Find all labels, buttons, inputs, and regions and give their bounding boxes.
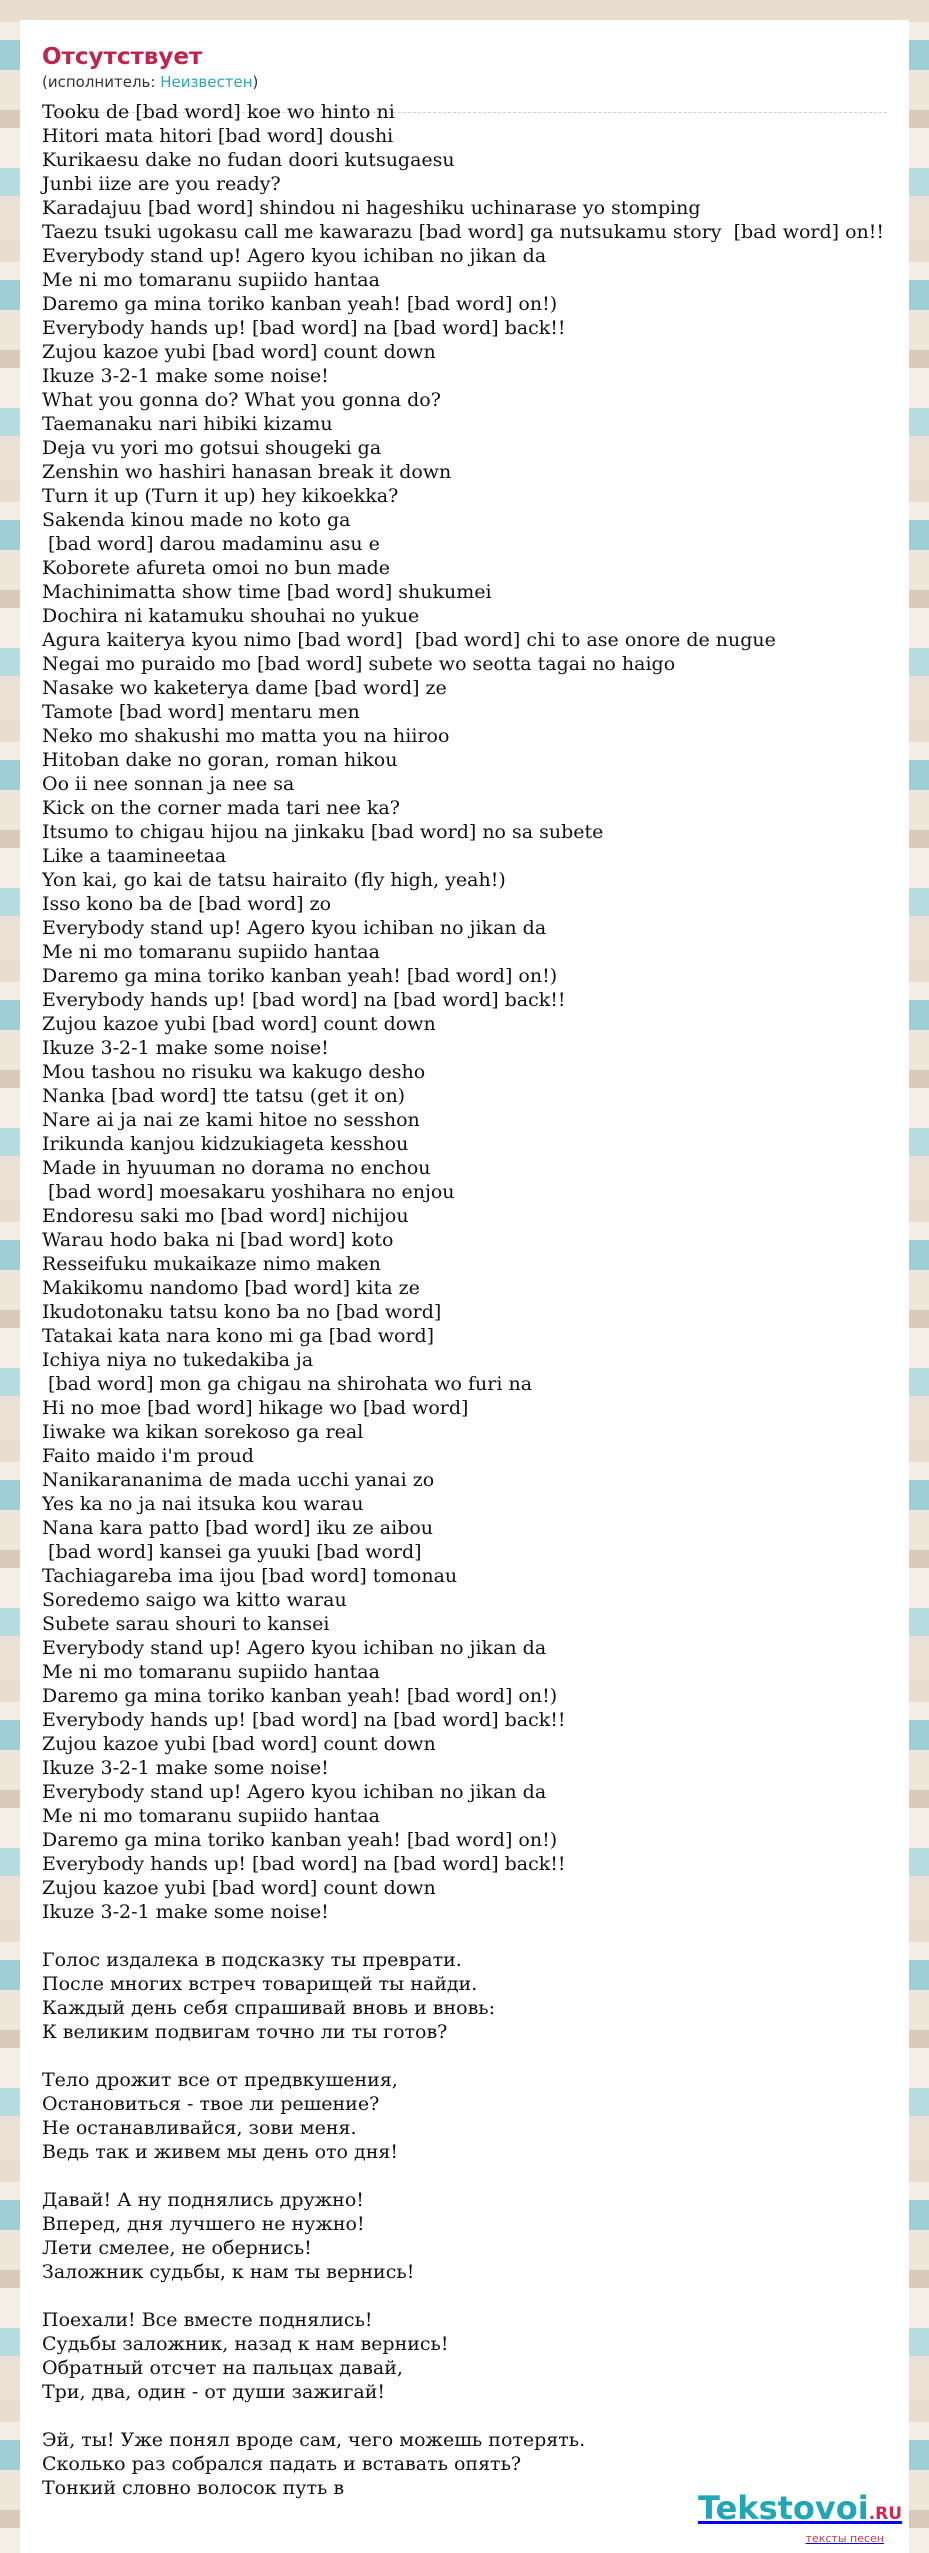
lyric-line: [bad word] kansei ga yuuki [bad word] bbox=[42, 1541, 422, 1563]
lyric-line: Zujou kazoe yubi [bad word] count down bbox=[42, 1877, 436, 1899]
lyric-line: Yes ka no ja nai itsuka kou warau bbox=[42, 1493, 364, 1515]
lyric-line: Me ni mo tomaranu supiido hantaa bbox=[42, 1805, 380, 1827]
lyric-line: [bad word] moesakaru yoshihara no enjou bbox=[42, 1181, 455, 1203]
lyric-line: Ikudotonaku tatsu kono ba no [bad word] bbox=[42, 1301, 442, 1323]
lyric-line: Tachiagareba ima ijou [bad word] tomonau bbox=[42, 1565, 458, 1587]
artist-line bbox=[42, 72, 887, 92]
lyric-line: Me ni mo tomaranu supiido hantaa bbox=[42, 1661, 380, 1683]
lyric-line: Sakenda kinou made no koto ga bbox=[42, 509, 351, 531]
lyric-line: Negai mo puraido mo [bad word] subete wo seotta tagai no haigo bbox=[42, 653, 676, 675]
lyric-line: После многих встреч товарищей ты найди. bbox=[42, 1973, 478, 1995]
lyric-line: Yon kai, go kai de tatsu hairaito (fly high, yeah!) bbox=[42, 869, 506, 891]
artist-suffix: ) bbox=[252, 73, 259, 91]
lyric-line: Kurikaesu dake no fudan doori kutsugaesu bbox=[42, 149, 455, 171]
lyric-line: Каждый день себя спрашивай вновь и вновь: bbox=[42, 1997, 496, 2019]
lyric-line: Лети смелее, не обернись! bbox=[42, 2237, 312, 2259]
lyric-line: Не останавливайся, зови меня. bbox=[42, 2117, 357, 2139]
lyric-line: Subete sarau shouri to kansei bbox=[42, 1613, 330, 1635]
lyric-line: Hi no moe [bad word] hikage wo [bad word] bbox=[42, 1397, 469, 1419]
lyric-line: Irikunda kanjou kidzukiageta kesshou bbox=[42, 1133, 409, 1155]
lyric-line: Iiwake wa kikan sorekoso ga real bbox=[42, 1421, 364, 1443]
lyric-line: Давай! А ну поднялись дружно! bbox=[42, 2189, 364, 2211]
lyric-line: Daremo ga mina toriko kanban yeah! [bad word] on!) bbox=[42, 293, 558, 315]
song-title: Отсутствует bbox=[42, 44, 203, 70]
lyric-line: Tooku de [bad word] koe wo hinto ni bbox=[42, 101, 395, 123]
lyric-line: Me ni mo tomaranu supiido hantaa bbox=[42, 269, 380, 291]
lyric-line: Zujou kazoe yubi [bad word] count down bbox=[42, 1733, 436, 1755]
lyric-line: Warau hodo baka ni [bad word] koto bbox=[42, 1229, 394, 1251]
lyrics-text bbox=[42, 100, 909, 2500]
lyric-line: Oo ii nee sonnan ja nee sa bbox=[42, 773, 295, 795]
logo-suffix: .RU bbox=[868, 2504, 903, 2524]
lyric-line: Neko mo shakushi mo matta you na hiiroo bbox=[42, 725, 450, 747]
lyric-line: Три, два, один - от души зажигай! bbox=[42, 2381, 385, 2403]
lyric-line: Made in hyuuman no dorama no enchou bbox=[42, 1157, 431, 1179]
lyric-line: Zujou kazoe yubi [bad word] count down bbox=[42, 341, 436, 363]
lyric-line: Everybody hands up! [bad word] na [bad word] back!! bbox=[42, 317, 566, 339]
lyric-line: Nasake wo kaketerya dame [bad word] ze bbox=[42, 677, 447, 699]
lyric-line: Nare ai ja nai ze kami hitoe no sesshon bbox=[42, 1109, 420, 1131]
lyric-line: Everybody stand up! Agero kyou ichiban no jikan da bbox=[42, 1637, 547, 1659]
lyric-line: Вперед, дня лучшего не нужно! bbox=[42, 2213, 365, 2235]
lyric-line: Поехали! Все вместе поднялись! bbox=[42, 2309, 373, 2331]
lyric-line: [bad word] darou madaminu asu e bbox=[42, 533, 380, 555]
lyric-line: Nanka [bad word] tte tatsu (get it on) bbox=[42, 1085, 406, 1107]
lyric-line: Itsumo to chigau hijou na jinkaku [bad word] no sa subete bbox=[42, 821, 604, 843]
lyric-line: Nanikarananima de mada ucchi yanai zo bbox=[42, 1469, 435, 1491]
lyric-line: Resseifuku mukaikaze nimo maken bbox=[42, 1253, 381, 1275]
logo-wordmark bbox=[698, 2489, 903, 2532]
lyric-line: Kick on the corner mada tari nee ka? bbox=[42, 797, 400, 819]
lyric-line: Ichiya niya no tukedakiba ja bbox=[42, 1349, 314, 1371]
lyric-line: Ikuze 3-2-1 make some noise! bbox=[42, 1757, 329, 1779]
lyric-line: Karadajuu [bad word] shindou ni hageshiku uchinarase yo stomping bbox=[42, 197, 701, 219]
lyric-line: Like a taamineetaa bbox=[42, 845, 227, 867]
lyric-line: Isso kono ba de [bad word] zo bbox=[42, 893, 332, 915]
lyric-line: Faito maido i'm proud bbox=[42, 1445, 254, 1467]
lyric-line: Taezu tsuki ugokasu call me kawarazu [bad word] ga nutsukamu story [bad word] on!! bbox=[42, 221, 885, 243]
lyric-line: Everybody stand up! Agero kyou ichiban no jikan da bbox=[42, 1781, 547, 1803]
lyric-line: Ikuze 3-2-1 make some noise! bbox=[42, 365, 329, 387]
lyric-line: Daremo ga mina toriko kanban yeah! [bad word] on!) bbox=[42, 1685, 558, 1707]
lyric-line: [bad word] mon ga chigau na shirohata wo furi na bbox=[42, 1373, 533, 1395]
lyric-line: Tamote [bad word] mentaru men bbox=[42, 701, 360, 723]
lyric-line: Ikuze 3-2-1 make some noise! bbox=[42, 1037, 329, 1059]
lyric-line: Junbi iize are you ready? bbox=[42, 173, 281, 195]
lyrics-page bbox=[20, 20, 909, 2553]
lyric-line: Koborete afureta omoi no bun made bbox=[42, 557, 391, 579]
lyric-line: Daremo ga mina toriko kanban yeah! [bad word] on!) bbox=[42, 965, 558, 987]
lyric-line: Остановиться - твое ли решение? bbox=[42, 2093, 380, 2115]
lyric-line: Обратный отсчет на пальцах давай, bbox=[42, 2357, 403, 2379]
lyric-line: Голос издалека в подсказку ты преврати. bbox=[42, 1949, 462, 1971]
lyric-line: Tatakai kata nara kono mi ga [bad word] bbox=[42, 1325, 435, 1347]
site-logo[interactable] bbox=[698, 2489, 903, 2546]
artist-link[interactable]: Неизвестен bbox=[160, 73, 253, 91]
lyric-line: Судьбы заложник, назад к нам вернись! bbox=[42, 2333, 449, 2355]
lyric-line: К великим подвигам точно ли ты готов? bbox=[42, 2021, 448, 2043]
logo-tagline: тексты песен bbox=[805, 2532, 884, 2545]
lyric-line: Deja vu yori mo gotsui shougeki ga bbox=[42, 437, 382, 459]
lyric-line: Everybody stand up! Agero kyou ichiban no jikan da bbox=[42, 917, 547, 939]
lyric-line: Эй, ты! Уже понял вроде сам, чего можешь потерять. bbox=[42, 2429, 586, 2451]
lyric-line: Тонкий словно волосок путь в bbox=[42, 2477, 345, 2499]
lyric-line: Заложник судьбы, к нам ты вернись! bbox=[42, 2261, 415, 2283]
lyric-line: Ведь так и живем мы день ото дня! bbox=[42, 2141, 398, 2163]
lyric-line: Everybody hands up! [bad word] na [bad word] back!! bbox=[42, 1853, 566, 1875]
lyric-line: Soredemo saigo wa kitto warau bbox=[42, 1589, 347, 1611]
lyric-line: What you gonna do? What you gonna do? bbox=[42, 389, 441, 411]
lyric-line: Taemanaku nari hibiki kizamu bbox=[42, 413, 333, 435]
lyric-line: Machinimatta show time [bad word] shukumei bbox=[42, 581, 492, 603]
lyric-line: Endoresu saki mo [bad word] nichijou bbox=[42, 1205, 409, 1227]
logo-name: Tekstovoi bbox=[698, 2489, 869, 2527]
lyric-line: Mou tashou no risuku wa kakugo desho bbox=[42, 1061, 426, 1083]
lyric-line: Zujou kazoe yubi [bad word] count down bbox=[42, 1013, 436, 1035]
lyric-line: Everybody hands up! [bad word] na [bad word] back!! bbox=[42, 1709, 566, 1731]
lyric-line: Agura kaiterya kyou nimo [bad word] [bad word] chi to ase onore de nugue bbox=[42, 629, 776, 651]
lyric-line: Nana kara patto [bad word] iku ze aibou bbox=[42, 1517, 433, 1539]
lyric-line: Ikuze 3-2-1 make some noise! bbox=[42, 1901, 329, 1923]
lyric-line: Turn it up (Turn it up) hey kikoekka? bbox=[42, 485, 399, 507]
lyric-line: Me ni mo tomaranu supiido hantaa bbox=[42, 941, 380, 963]
artist-prefix: (исполнитель: bbox=[42, 73, 161, 91]
lyric-line: Сколько раз собрался падать и вставать опять? bbox=[42, 2453, 522, 2475]
lyric-line: Daremo ga mina toriko kanban yeah! [bad word] on!) bbox=[42, 1829, 558, 1851]
lyric-line: Dochira ni katamuku shouhai no yukue bbox=[42, 605, 420, 627]
lyric-line: Hitori mata hitori [bad word] doushi bbox=[42, 125, 394, 147]
lyric-line: Zenshin wo hashiri hanasan break it down bbox=[42, 461, 452, 483]
lyric-line: Тело дрожит все от предвкушения, bbox=[42, 2069, 398, 2091]
lyric-line: Everybody hands up! [bad word] na [bad word] back!! bbox=[42, 989, 566, 1011]
lyric-line: Makikomu nandomo [bad word] kita ze bbox=[42, 1277, 420, 1299]
lyric-line: Hitoban dake no goran, roman hikou bbox=[42, 749, 398, 771]
lyric-line: Everybody stand up! Agero kyou ichiban no jikan da bbox=[42, 245, 547, 267]
